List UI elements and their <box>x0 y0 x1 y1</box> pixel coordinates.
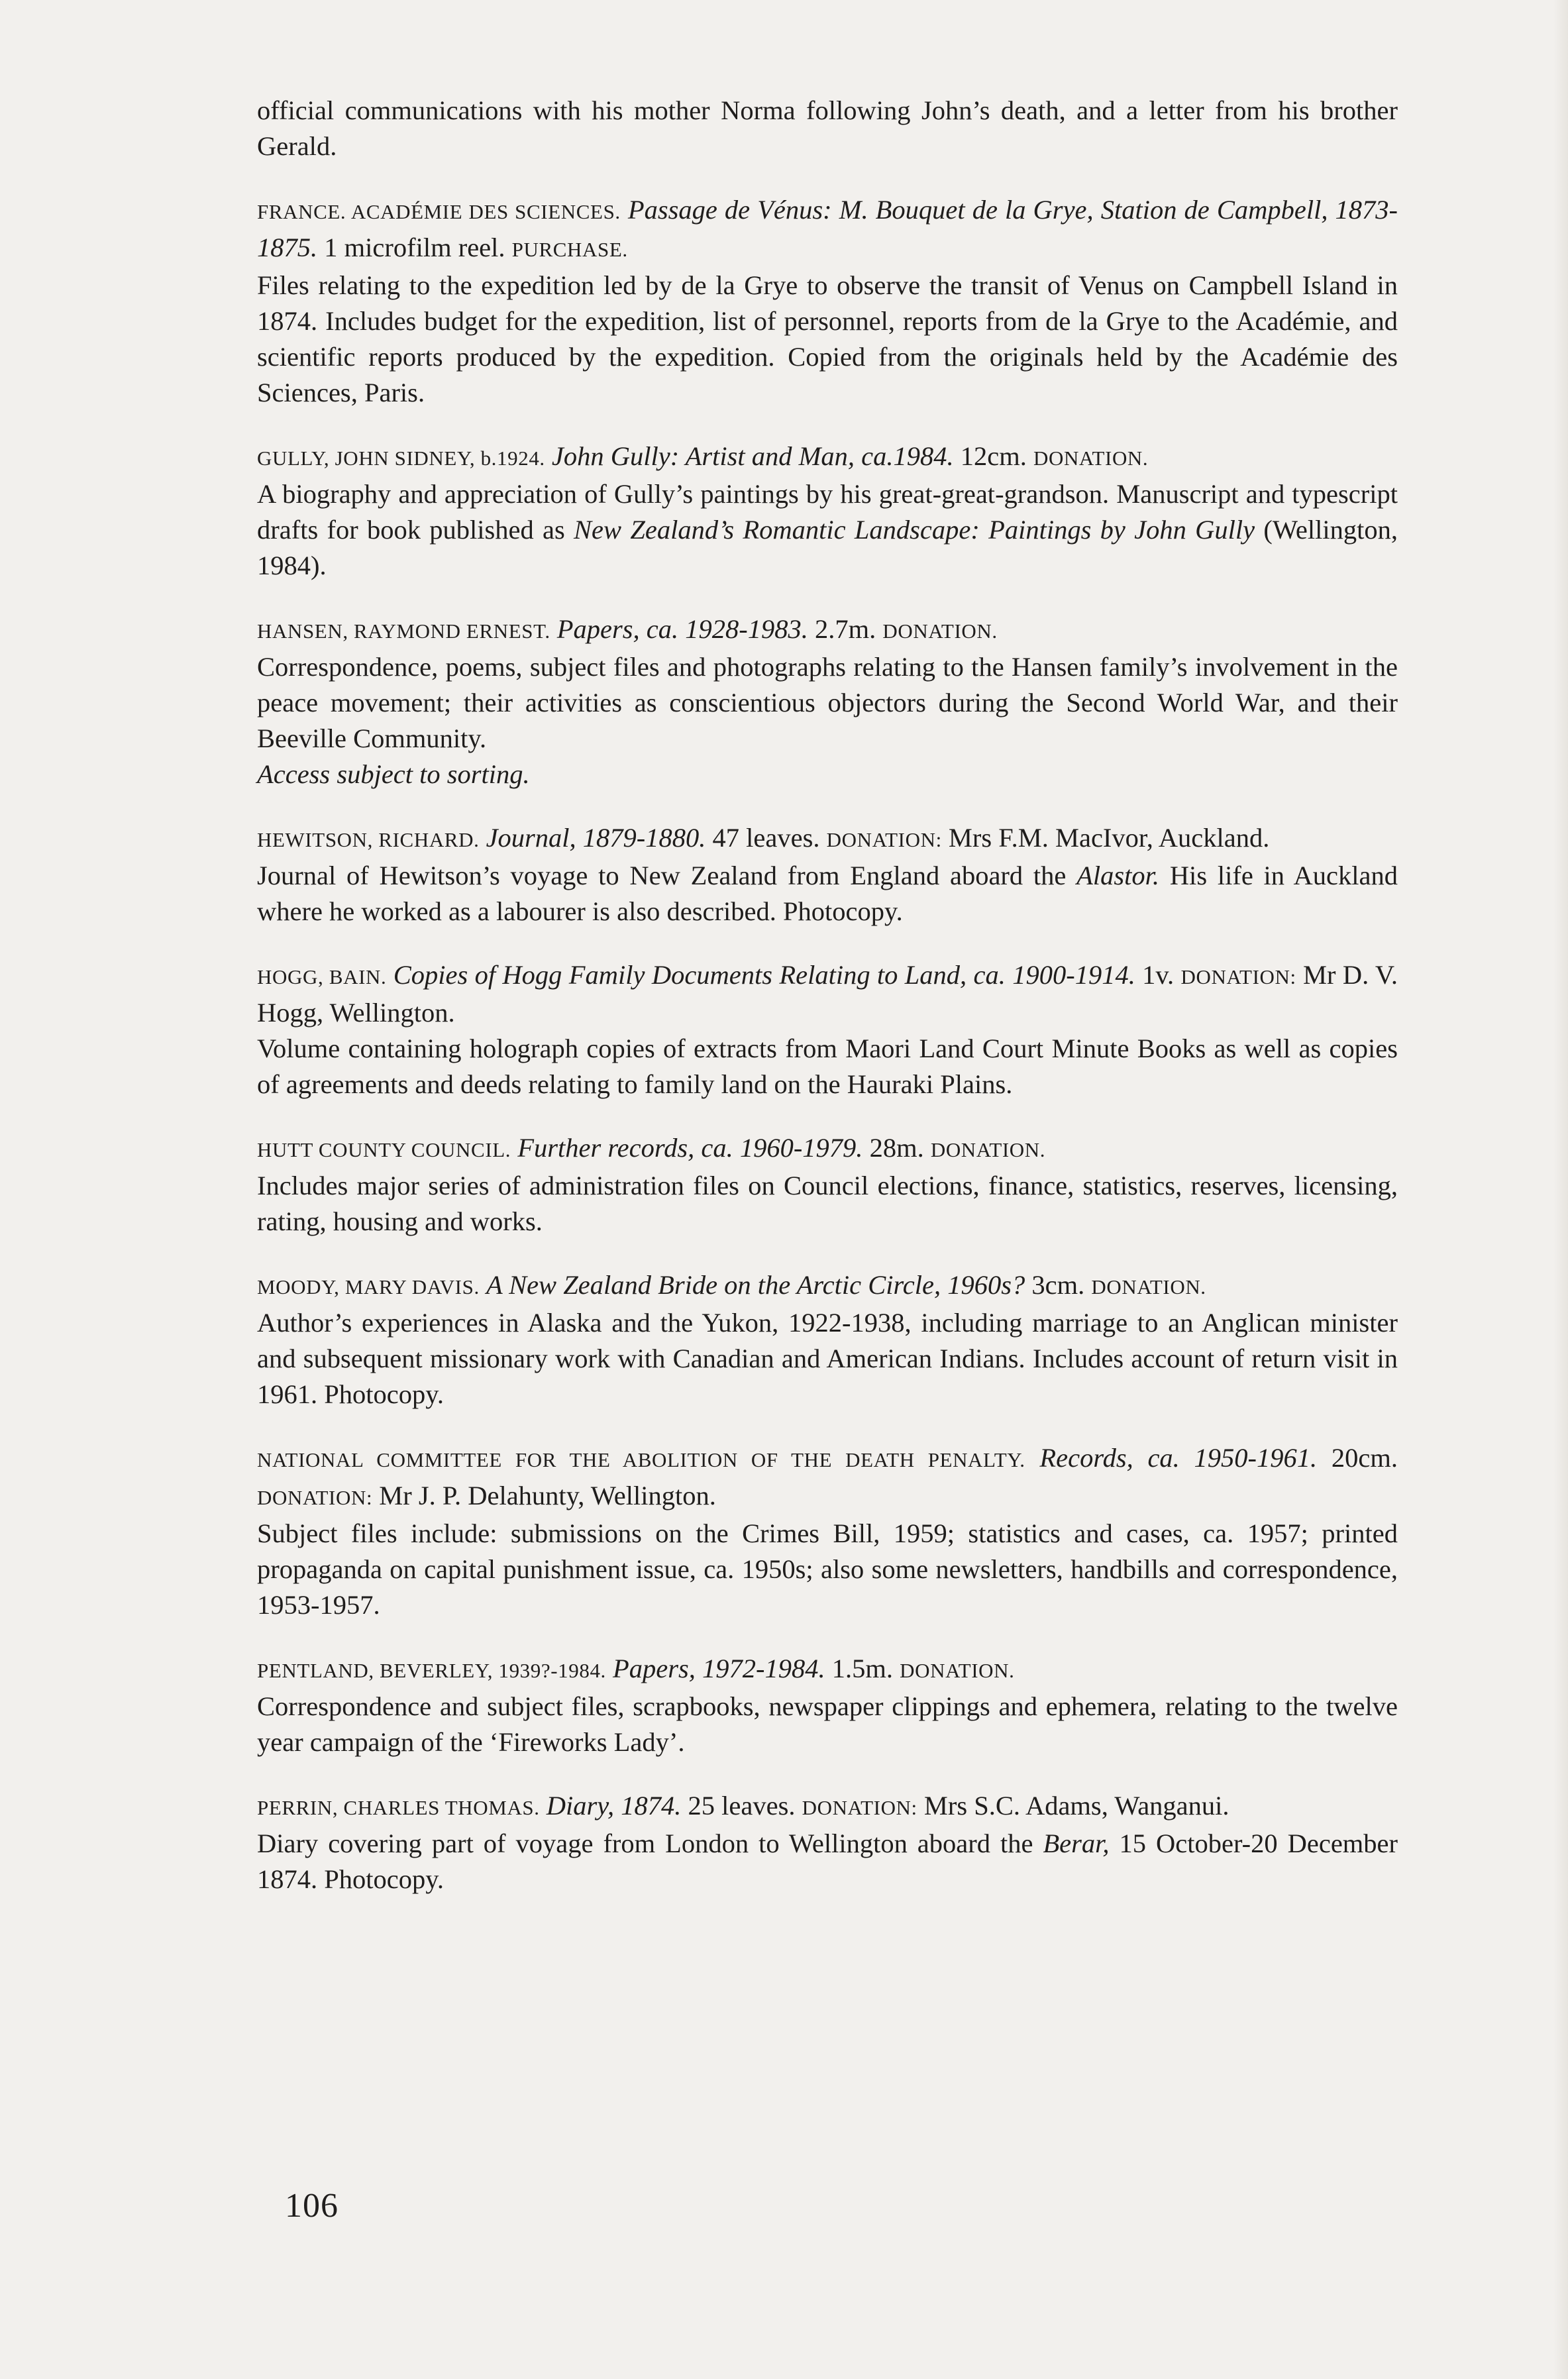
entry-description: Correspondence, poems, subject files and photographs relating to the Hansen family’s involvement in the peace movement; their activities as conscientious objectors during the Second World War, and their Beeville Community. <box>257 652 1398 753</box>
catalog-entry <box>257 1130 1398 1240</box>
description-italic: Alastor. <box>1076 861 1160 890</box>
description-after: 15 October-20 December 1874. Photocopy. <box>257 1828 1398 1894</box>
entry-heading <box>257 439 1398 476</box>
page-text <box>257 93 1398 1925</box>
entry-heading <box>257 192 1398 268</box>
entry-acquisition: DONATION. <box>882 619 998 643</box>
entry-description: Includes major series of administration files on Council elections, finance, statistics, reserves, licensing, rating, housing and works. <box>257 1171 1398 1236</box>
entry-description <box>257 1826 1398 1897</box>
entry-title: Copies of Hogg Family Documents Relating to Land, ca. 1900-1914. <box>393 960 1135 990</box>
entry-name: HANSEN, RAYMOND ERNEST. <box>257 619 550 643</box>
entry-heading <box>257 1440 1398 1516</box>
entry-title: Journal, 1879-1880. <box>486 823 706 853</box>
entry-acquisition: DONATION. <box>1091 1275 1206 1298</box>
entry-title: Further records, ca. 1960-1979. <box>517 1133 863 1163</box>
intro-text: official communications with his mother Norma following John’s death, and a letter from his brother Gerald. <box>257 95 1398 161</box>
entry-name: NATIONAL COMMITTEE FOR THE ABOLITION OF THE DEATH PENALTY. <box>257 1448 1025 1471</box>
entry-description: Volume containing holograph copies of extracts from Maori Land Court Minute Books as well as copies of agreements and deeds relating to family land on the Hauraki Plains. <box>257 1033 1398 1099</box>
description-text: Journal of Hewitson’s voyage to New Zealand from England aboard the <box>257 861 1067 890</box>
entry-description <box>257 858 1398 929</box>
entry-heading <box>257 611 1398 649</box>
entry-donor: Mrs F.M. MacIvor, Auckland. <box>948 823 1270 853</box>
entry-extent: 1.5m. <box>831 1654 894 1683</box>
catalog-entry <box>257 1651 1398 1760</box>
entry-extent: 1 microfilm reel. <box>324 233 505 262</box>
entry-description: Subject files include: submissions on the Crimes Bill, 1959; statistics and cases, ca. 1957; printed propaganda on capital punishment issue, ca. 1950s; also some newsletters, handbills and correspondence, 1953-1957. <box>257 1518 1398 1620</box>
entry-extent: 3cm. <box>1031 1270 1085 1300</box>
description-italic: Berar, <box>1043 1828 1110 1858</box>
entry-heading <box>257 957 1398 1031</box>
entry-extent: 2.7m. <box>815 614 876 644</box>
entry-title: Papers, 1972-1984. <box>613 1654 825 1683</box>
entry-acquisition: DONATION: <box>826 828 942 851</box>
description-after: (Wellington, 1984). <box>257 515 1398 580</box>
entry-acquisition: PURCHASE. <box>511 238 628 261</box>
entry-acquisition: DONATION. <box>930 1138 1046 1161</box>
entry-name: HOGG, BAIN. <box>257 965 387 988</box>
entry-name: MOODY, MARY DAVIS. <box>257 1275 480 1298</box>
description-italic: New Zealand’s Romantic Landscape: Paintings by John Gully <box>574 515 1255 545</box>
entry-name: FRANCE. ACADÉMIE DES SCIENCES. <box>257 200 621 223</box>
catalog-entry <box>257 439 1398 584</box>
catalog-entry <box>257 1440 1398 1623</box>
entry-acquisition: DONATION: <box>1180 965 1296 988</box>
entry-title: A New Zealand Bride on the Arctic Circle, 1960s? <box>486 1270 1025 1300</box>
entry-extent: 28m. <box>869 1133 924 1163</box>
catalog-entry <box>257 1788 1398 1897</box>
description-text: A biography and appreciation of Gully’s paintings by his great-great-grandson. Manuscript and typescript drafts for book published as <box>257 479 1398 545</box>
entry-description <box>257 476 1398 584</box>
entry-name: HEWITSON, RICHARD. <box>257 828 480 851</box>
entry-heading <box>257 1788 1398 1826</box>
entry-title: Diary, 1874. <box>546 1791 682 1821</box>
entry-name: PENTLAND, BEVERLEY, 1939?-1984. <box>257 1659 606 1682</box>
entry-title: John Gully: Artist and Man, ca.1984. <box>551 441 954 471</box>
entry-heading <box>257 1130 1398 1168</box>
catalog-entry <box>257 1267 1398 1412</box>
entry-donor: Mrs S.C. Adams, Wanganui. <box>923 1791 1229 1821</box>
catalog-entry <box>257 957 1398 1102</box>
entry-note: Access subject to sorting. <box>257 759 530 789</box>
entry-extent: 47 leaves. <box>712 823 820 853</box>
entry-name: PERRIN, CHARLES THOMAS. <box>257 1796 540 1819</box>
entry-heading <box>257 1651 1398 1689</box>
description-after: His life in Auckland where he worked as a labourer is also described. Photocopy. <box>257 861 1398 926</box>
entry-extent: 1v. <box>1142 960 1175 990</box>
entry-title: Passage de Vénus: M. Bouquet de la Grye, Station de Campbell, 1873-1875. <box>257 195 1398 262</box>
entry-name: GULLY, JOHN SIDNEY, b.1924. <box>257 447 545 470</box>
entry-title: Papers, ca. 1928-1983. <box>556 614 808 644</box>
entry-title: Records, ca. 1950-1961. <box>1039 1443 1318 1473</box>
entry-acquisition: DONATION. <box>1033 447 1149 470</box>
entry-heading <box>257 820 1398 858</box>
page-edge-shadow <box>1553 0 1568 2379</box>
entry-donor: Mr J. P. Delahunty, Wellington. <box>379 1481 716 1510</box>
entry-extent: 25 leaves. <box>688 1791 796 1821</box>
catalog-entry <box>257 611 1398 792</box>
catalog-entry <box>257 192 1398 411</box>
entry-acquisition: DONATION. <box>900 1659 1015 1682</box>
entry-acquisition: DONATION: <box>802 1796 917 1819</box>
entry-description: Files relating to the expedition led by de la Grye to observe the transit of Venus on Campbell Island in 1874. Includes budget for the expedition, list of personnel, reports from de la Grye to the Académie, and scientific reports produced by the expedition. Copied from the originals held by the Académie des Sciences, Paris. <box>257 270 1398 407</box>
entry-name: HUTT COUNTY COUNCIL. <box>257 1138 511 1161</box>
entry-description: Author’s experiences in Alaska and the Yukon, 1922-1938, including marriage to an Anglican minister and subsequent missionary work with Canadian and American Indians. Includes account of return visit in 1961. Photocopy. <box>257 1308 1398 1409</box>
entry-extent: 20cm. <box>1331 1443 1398 1473</box>
entry-description: Correspondence and subject files, scrapbooks, newspaper clippings and ephemera, relating to the twelve year campaign of the ‘Fireworks Lady’. <box>257 1691 1398 1757</box>
intro-paragraph <box>257 93 1398 164</box>
entry-extent: 12cm. <box>960 441 1027 471</box>
entry-donor: Mr D. V. Hogg, Wellington. <box>257 960 1398 1028</box>
entry-acquisition: DONATION: <box>257 1486 373 1509</box>
page-number: 106 <box>285 2187 339 2225</box>
entry-heading <box>257 1267 1398 1305</box>
catalog-entry <box>257 820 1398 929</box>
description-text: Diary covering part of voyage from London to Wellington aboard the <box>257 1828 1033 1858</box>
